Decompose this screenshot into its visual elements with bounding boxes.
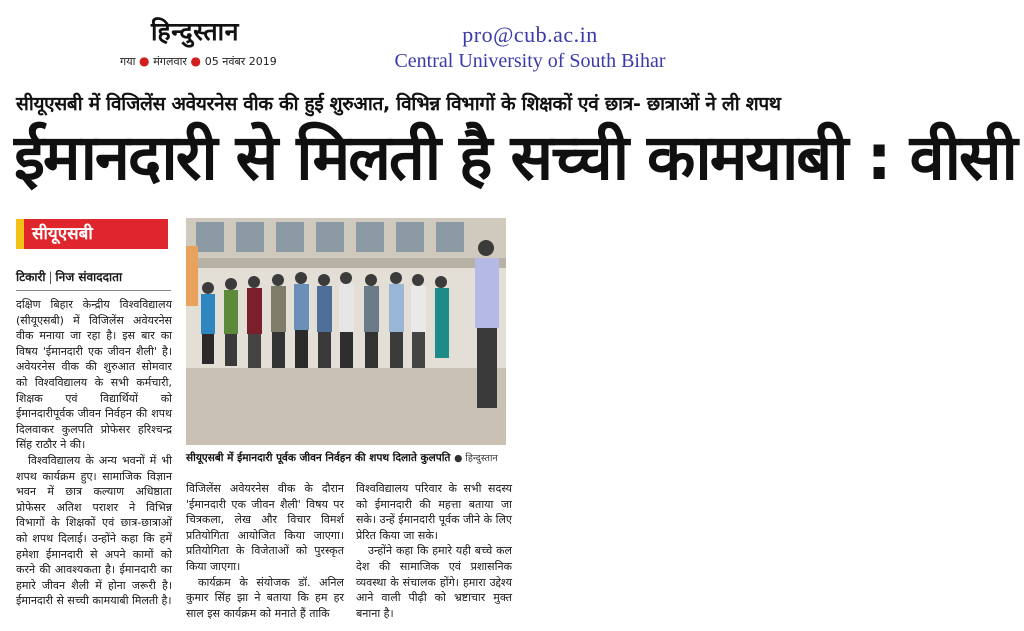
byline bbox=[16, 268, 171, 291]
bullet-icon: ● bbox=[138, 54, 154, 68]
photo-caption bbox=[186, 451, 512, 465]
stamp-university: Central University of South Bihar bbox=[394, 50, 666, 72]
university-stamp bbox=[370, 22, 690, 73]
sub-headline: सीयूएसबी में विजिलेंस अवेयरनेस वीक की हुई शुरुआत, विभिन्न विभागों के शिक्षकों एवं छात्र- छात्राओं ने ली शपथ bbox=[16, 93, 781, 115]
main-headline: ईमानदारी से मिलती है सच्ची कामयाबी : वीसी bbox=[14, 121, 1016, 194]
masthead bbox=[120, 14, 277, 69]
byline-place: टिकारी bbox=[16, 270, 46, 284]
article-column-1 bbox=[16, 297, 172, 609]
section-tag-label: सीयूएसबी bbox=[32, 224, 93, 244]
article-photo bbox=[186, 218, 506, 445]
article-column-3 bbox=[356, 481, 512, 621]
photo-credit: ● हिन्दुस्तान bbox=[454, 453, 498, 464]
article-paragraph: विश्वविद्यालय के अन्य भवनों में भी शपथ कार्यक्रम हुए। सामाजिक विज्ञान भवन में छात्र कल्याण अधिष्ठाता प्रोफेसर अतिश पराशर ने विभिन्न विभागों के शिक्षकों एवं छात्र-छात्राओं को शपथ दिलाई। उन्होंने कहा कि हमें हमेशा ईमानदारी से अपने कामों को करने की आवश्यकता है। ईमानदारी का हमारे जीवन शैली में होना जरूरी है। ईमानदारी से सच्ची कामयाबी मिलती है। bbox=[16, 453, 172, 608]
byline-reporter: निज संवाददाता bbox=[55, 270, 123, 284]
article-paragraph: कार्यक्रम के संयोजक डॉ. अनिल कुमार सिंह झा ने बताया कि हम हर साल इस कार्यक्रम को मनाते हैं ताकि bbox=[186, 575, 344, 620]
byline-separator: | bbox=[48, 270, 53, 284]
section-tag bbox=[16, 219, 168, 249]
article-column-2 bbox=[186, 481, 344, 621]
article-paragraph: उन्होंने कहा कि हमारे यही बच्चे कल देश की सामाजिक एवं प्रशासनिक व्यवस्था के संचालक होंगे। हमारा उद्देश्य आने वाली पीढ़ी को भ्रष्टाचार मुक्त बनाना है। bbox=[356, 544, 512, 620]
dateline-day: मंगलवार bbox=[153, 55, 187, 68]
group-oath-photo bbox=[186, 218, 506, 445]
dateline bbox=[120, 54, 277, 69]
bullet-icon: ● bbox=[190, 54, 205, 68]
photo-caption-text: सीयूएसबी में ईमानदारी पूर्वक जीवन निर्वहन की शपथ दिलाते कुलपति bbox=[186, 452, 451, 464]
article-paragraph: दक्षिण बिहार केन्द्रीय विश्वविद्यालय (सीयूएसबी) में विजिलेंस अवेयरनेस वीक मनाया जा रहा है। इस बार का विषय 'ईमानदारी एक जीवन शैली' है। अवेयरनेस वीक की शुरुआत सोमवार को विश्वविद्यालय के सभी कर्मचारी, शिक्षक एवं विद्यार्थियों को ईमानदारीपूर्वक जीवन निर्वहन की शपथ दिलवाकर कुलपति प्रोफेसर हरिश्चन्द्र सिंह राठौर ने की। bbox=[16, 298, 172, 452]
stamp-email: pro@cub.ac.in bbox=[462, 22, 598, 47]
article-paragraph: विश्वविद्यालय परिवार के सभी सदस्य को ईमानदारी की महत्ता बताया जा सके। उन्हें ईमानदारी पूर्वक जीने के लिए प्रेरित किया जा सके। bbox=[356, 482, 512, 542]
article-paragraph: विजिलेंस अवेयरनेस वीक के दौरान 'ईमानदारी एक जीवन शैली' विषय पर चित्रकला, लेख और विचार विमर्श प्रतियोगिता आयोजित किया जाएगा। प्रतियोगिता के विजेताओं को पुरस्कृत किया जाएगा। bbox=[186, 482, 344, 573]
newspaper-name: हिन्दुस्तान bbox=[150, 17, 240, 46]
dateline-date: 05 नवंबर 2019 bbox=[204, 55, 277, 68]
dateline-city: गया bbox=[120, 55, 136, 68]
